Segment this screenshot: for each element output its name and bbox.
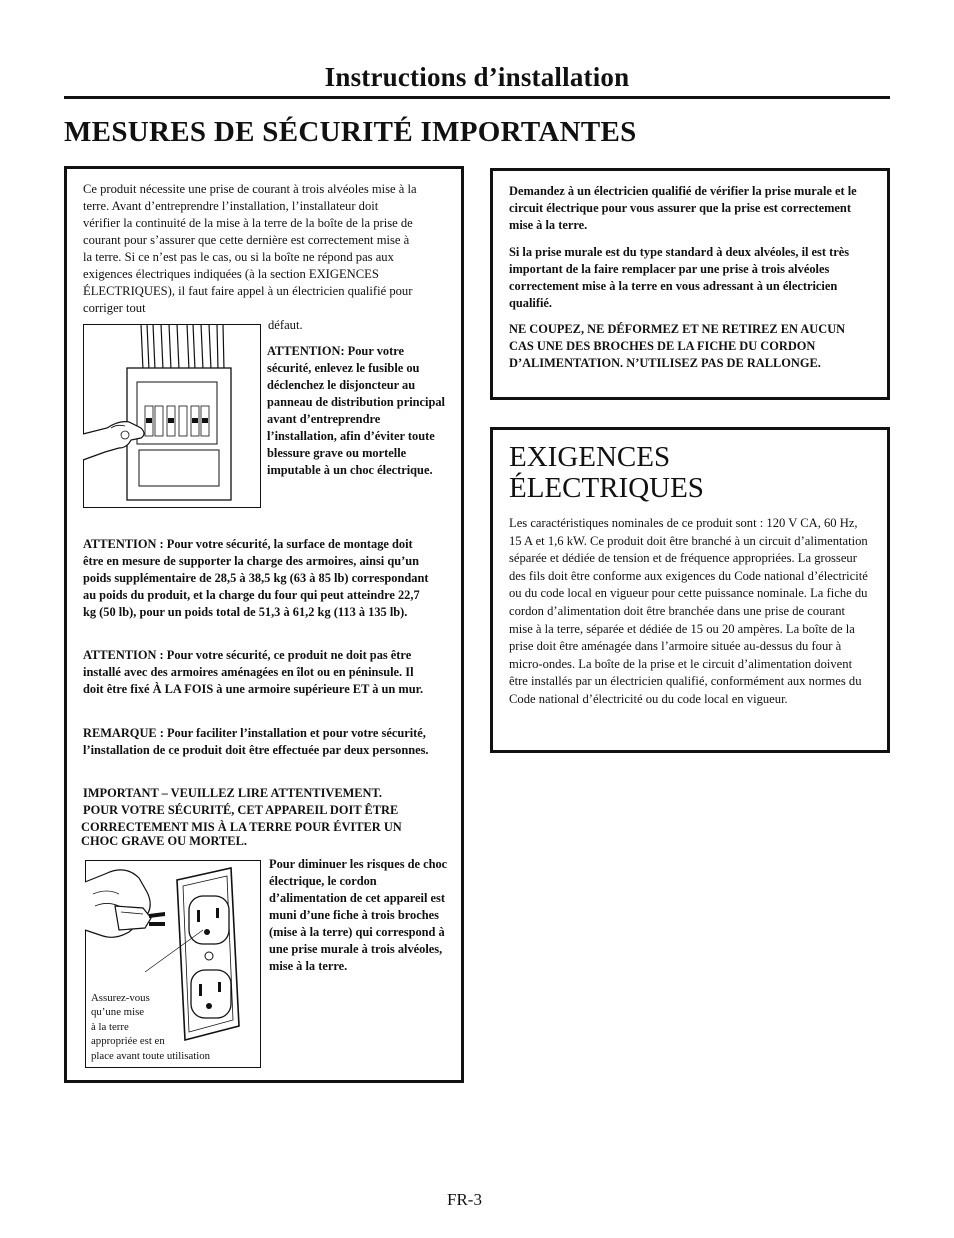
- header-rule: [64, 96, 890, 99]
- two-prong-warning-text: Si la prise murale est du type standard à deux alvéoles, il est très important de la faire remplacer par une prise à trois alvéoles correctement mise à la terre en vous adressant à un électricien qualifié.: [509, 245, 850, 310]
- important-line: POUR VOTRE SÉCURITÉ, CET APPAREIL DOIT ÊTRE: [83, 803, 399, 817]
- caption-line: à la terre: [91, 1021, 129, 1033]
- electrical-requirements-box: [490, 427, 890, 753]
- important-line: CHOC GRAVE OU MORTEL.: [81, 834, 247, 848]
- grounding-text: Pour diminuer les risques de choc électrique, le cordon d’alimentation de cet appareil est muni d’une fiche à trois broches (mise à la terre) qui correspond à une prise murale à trois alvéoles, mise à la terre.: [269, 857, 448, 973]
- intro-paragraph-end: défaut.: [268, 318, 303, 332]
- header-title: Instructions d’installation: [324, 62, 630, 92]
- page-title: MESURES DE SÉCURITÉ IMPORTANTES: [64, 116, 637, 148]
- intro-paragraph: Ce produit nécessite une prise de courant à trois alvéoles mise à la terre. Avant d’entreprendre l’installation, l’installateur doit vérifier la continuité de la mise à la terre de la boîte de la prise de courant pour s’assurer que cette dernière est correctement mise à la terre. Si ce n’est pas le cas, ou si la boîte ne répond pas aux exigences électriques indiquées (à la section EXIGENCES ÉLECTRIQUES), il faut faire appel à un électricien qualifié pour corriger tout: [83, 182, 417, 315]
- caption-line: place avant toute utilisation: [91, 1050, 211, 1062]
- electrical-requirements-body: Les caractéristiques nominales de ce produit sont : 120 V CA, 60 Hz, 15 A et 1,6 kW. Ce produit doit être branché à un circuit d’alimentation séparée et dédiée de tension et de fréquence appropriées. La grosseur des fils doit être conforme aux exigences du Code national d’électricité ou du code local en vigueur pour cette puissance nominale. La fiche du cordon d’alimentation doit être branchée dans une prise de courant mise à la terre, séparée et dédiée de 15 ou 20 ampères. La boîte de la prise doit être aménagée dans l’armoire située au-dessus du four à micro-ondes. La boîte de la prise et le circuit d’alimentation doivent être installés par un électricien qualifié, conformément aux normes du Code national d’électricité ou du code local en vigueur.: [509, 516, 868, 706]
- electrician-verify-text: Demandez à un électricien qualifié de vérifier la prise murale et le circuit électrique pour vous assurer que la prise est correctement mise à la terre.: [509, 184, 857, 232]
- caption-line: appropriée est en: [91, 1035, 165, 1047]
- important-line: CORRECTEMENT MIS À LA TERRE POUR ÉVITER UN: [81, 820, 402, 834]
- safety-box-right: [490, 168, 890, 400]
- attention-island-text: ATTENTION : Pour votre sécurité, ce produit ne doit pas être installé avec des armoires aménagées en îlot ou en péninsule. Il doit être fixé À LA FOIS à une armoire supérieure ET à un mur.: [83, 648, 424, 696]
- caption-line: qu’une mise: [91, 1006, 145, 1018]
- fuse-box-illustration: [83, 324, 261, 508]
- electrical-title-line1: EXIGENCES: [509, 441, 671, 473]
- do-not-cut-warning-text: NE COUPEZ, NE DÉFORMEZ ET NE RETIREZ EN AUCUN CAS UNE DES BROCHES DE LA FICHE DU CORDON D’ALIMENTATION. N’UTILISEZ PAS DE RALLONGE.: [509, 322, 846, 370]
- remarque-text: REMARQUE : Pour faciliter l’installation et pour votre sécurité, l’installation de ce produit doit être effectuée par deux personnes.: [83, 726, 429, 757]
- attention-mounting-text: ATTENTION : Pour votre sécurité, la surface de montage doit être en mesure de supporter la charge des armoires, ainsi qu’un poids supplémentaire de 28,5 à 38,5 kg (63 à 85 lb) correspondant au poids du produit, et la charge du four qui peut atteindre 22,7 kg (50 lb), pour un poids total de 51,3 à 61,2 kg (113 à 135 lb).: [83, 537, 429, 619]
- electrical-title-line2: ÉLECTRIQUES: [509, 472, 704, 504]
- important-line: IMPORTANT – VEUILLEZ LIRE ATTENTIVEMENT.: [83, 786, 382, 800]
- safety-box-left: [64, 166, 464, 1083]
- electrical-requirements-title: [509, 442, 704, 504]
- attention-fuse-text: ATTENTION: Pour votre sécurité, enlevez le fusible ou déclenchez le disjoncteur au panneau de distribution principal avant d’entreprendre l’installation, afin d’éviter toute blessure grave ou mortelle imputable à un choc électrique.: [267, 344, 445, 477]
- page-number: FR-3: [447, 1190, 482, 1209]
- caption-line: Assurez-vous: [91, 992, 150, 1004]
